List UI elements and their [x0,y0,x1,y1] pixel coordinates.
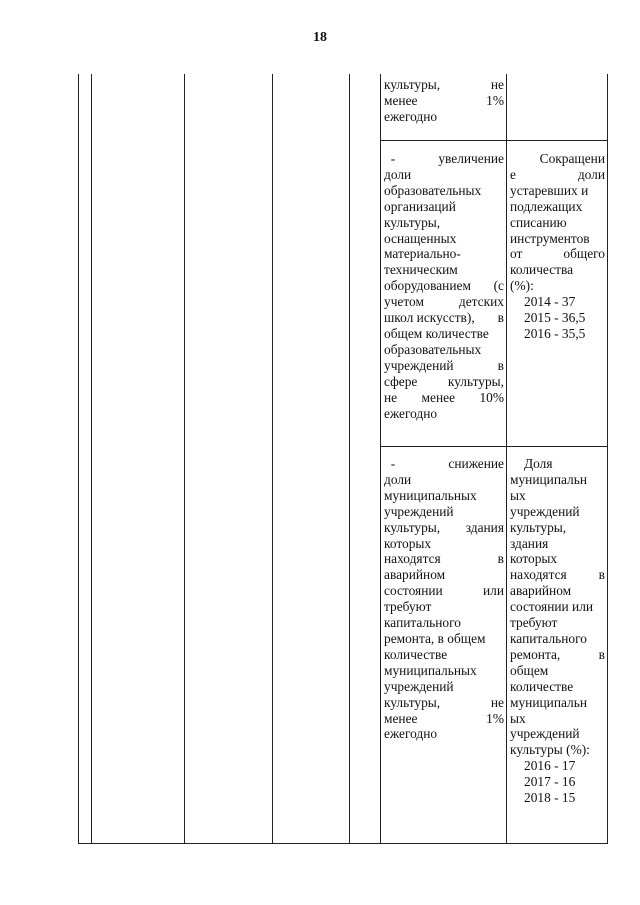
text-line: общем [510,662,549,678]
text-line: Сокращени [539,151,605,166]
word: учетом [384,294,424,310]
column-divider [506,74,507,844]
word: ремонта, [510,646,561,662]
text-line [384,374,504,390]
column-divider [184,74,185,844]
word: школ искусств), [384,310,475,326]
row-divider [380,140,608,141]
text-line: материально- [384,246,461,262]
text-line: образовательных [384,341,482,357]
word: состоянии [384,583,443,599]
text-line [384,358,504,374]
text-line [384,278,504,294]
word: не [384,389,398,405]
word: детских [458,294,504,310]
text-line [384,583,504,599]
text-line: культуры (%): [510,742,590,758]
text-line: требуют [384,599,432,615]
word: 1% [486,710,504,726]
text-line: ежегодно [384,108,438,124]
text-line: которых [510,551,558,567]
year-value: 2018 - 15 [524,790,576,806]
word: учреждений [384,357,454,373]
word: менее [384,710,418,726]
text-line: организаций [384,198,456,214]
text-line: ежегодно [384,726,438,742]
text-line [384,456,504,472]
text-line [384,551,504,567]
text-line: которых [384,535,432,551]
text-line: муниципальных [384,662,477,678]
indicator-cell [384,77,504,125]
text-line [510,167,605,183]
word: в [497,357,504,373]
text-line: ых [510,710,526,726]
word: оборудованием [384,278,471,294]
indicator-cell [384,151,504,421]
text-line: здания [510,535,549,551]
word: культуры, [447,373,504,389]
column-divider [272,74,273,844]
column-divider [349,74,350,844]
measure-cell [510,456,605,806]
text-line [384,695,504,711]
word: общего [563,246,605,262]
text-line: доли [384,471,412,487]
text-line: культуры, [384,214,441,230]
text-line: капитального [384,615,461,631]
word: культуры, [384,519,441,535]
indicator-cell [384,456,504,742]
word: в [497,551,504,567]
text-line: подлежащих [510,198,583,214]
text-line: учреждений [510,503,580,519]
text-line: состоянии или [510,599,594,615]
text-line [510,246,605,262]
word: - [384,151,396,166]
text-line: оснащенных [384,230,457,246]
text-line [384,93,504,109]
text-line: требуют [510,615,558,631]
text-line [384,294,504,310]
text-line [384,711,504,727]
text-line: образовательных [384,182,482,198]
text-line: учреждений [384,503,454,519]
word: в [598,567,605,583]
text-line: доли [384,166,412,182]
text-line: Доля [524,456,553,471]
table-border-left [78,74,79,844]
text-line: количестве [384,646,448,662]
year-value: 2017 - 16 [524,774,576,790]
word: культуры, [384,694,441,710]
word: снижение [448,456,504,471]
word: здания [465,519,504,535]
word: доли [577,166,605,182]
measure-cell [510,151,605,342]
table-border-bottom [78,843,608,844]
text-line [384,151,504,167]
word: сфере [384,373,418,389]
text-line [510,647,605,663]
text-line [384,520,504,536]
text-line: количестве [510,678,574,694]
word: - [384,456,396,471]
text-line: общем количестве [384,325,489,341]
text-line: техническим [384,262,458,278]
text-line: количества [510,262,574,278]
column-divider [91,74,92,844]
text-line: учреждений [510,726,580,742]
text-line: капитального [510,630,587,646]
text-line: списанию [510,214,567,230]
page-number: 18 [313,30,327,45]
text-line: муниципальных [384,487,477,503]
word: 10% [479,389,504,405]
year-value: 2014 - 37 [524,294,576,310]
text-line: ых [510,487,526,503]
word: в [497,310,504,326]
text-line: муниципальн [510,471,588,487]
indicators-table [78,74,608,844]
word: (с [493,278,504,294]
word: или [482,583,504,599]
word: менее [421,389,456,405]
text-line: ежегодно [384,405,438,421]
text-line: аварийном [384,567,446,583]
year-value: 2016 - 35,5 [524,325,586,341]
word: находятся [510,567,567,583]
word: находятся [384,551,441,567]
year-value: 2015 - 36,5 [524,310,586,326]
word: не [490,694,504,710]
text-line: учреждений [384,678,454,694]
word: культуры, [384,77,441,92]
year-value: 2016 - 17 [524,758,576,774]
text-line [384,390,504,406]
text-line: устаревших и [510,182,589,198]
text-line [384,310,504,326]
word: увеличение [438,151,504,166]
word: не [490,77,504,92]
row-divider [380,446,608,447]
text-line [384,77,504,93]
text-line: инструментов [510,230,590,246]
word: от [510,246,523,262]
text-line: ремонта, в общем [384,630,486,646]
column-divider [380,74,381,844]
word: в [598,646,605,662]
word: менее [384,92,418,108]
text-line [510,567,605,583]
table-border-right [607,74,608,844]
text-line: аварийном [510,583,572,599]
word: 1% [486,92,504,108]
text-line: (%): [510,278,534,294]
text-line: культуры, [510,519,567,535]
word: е [510,166,516,182]
text-line: муниципальн [510,694,588,710]
